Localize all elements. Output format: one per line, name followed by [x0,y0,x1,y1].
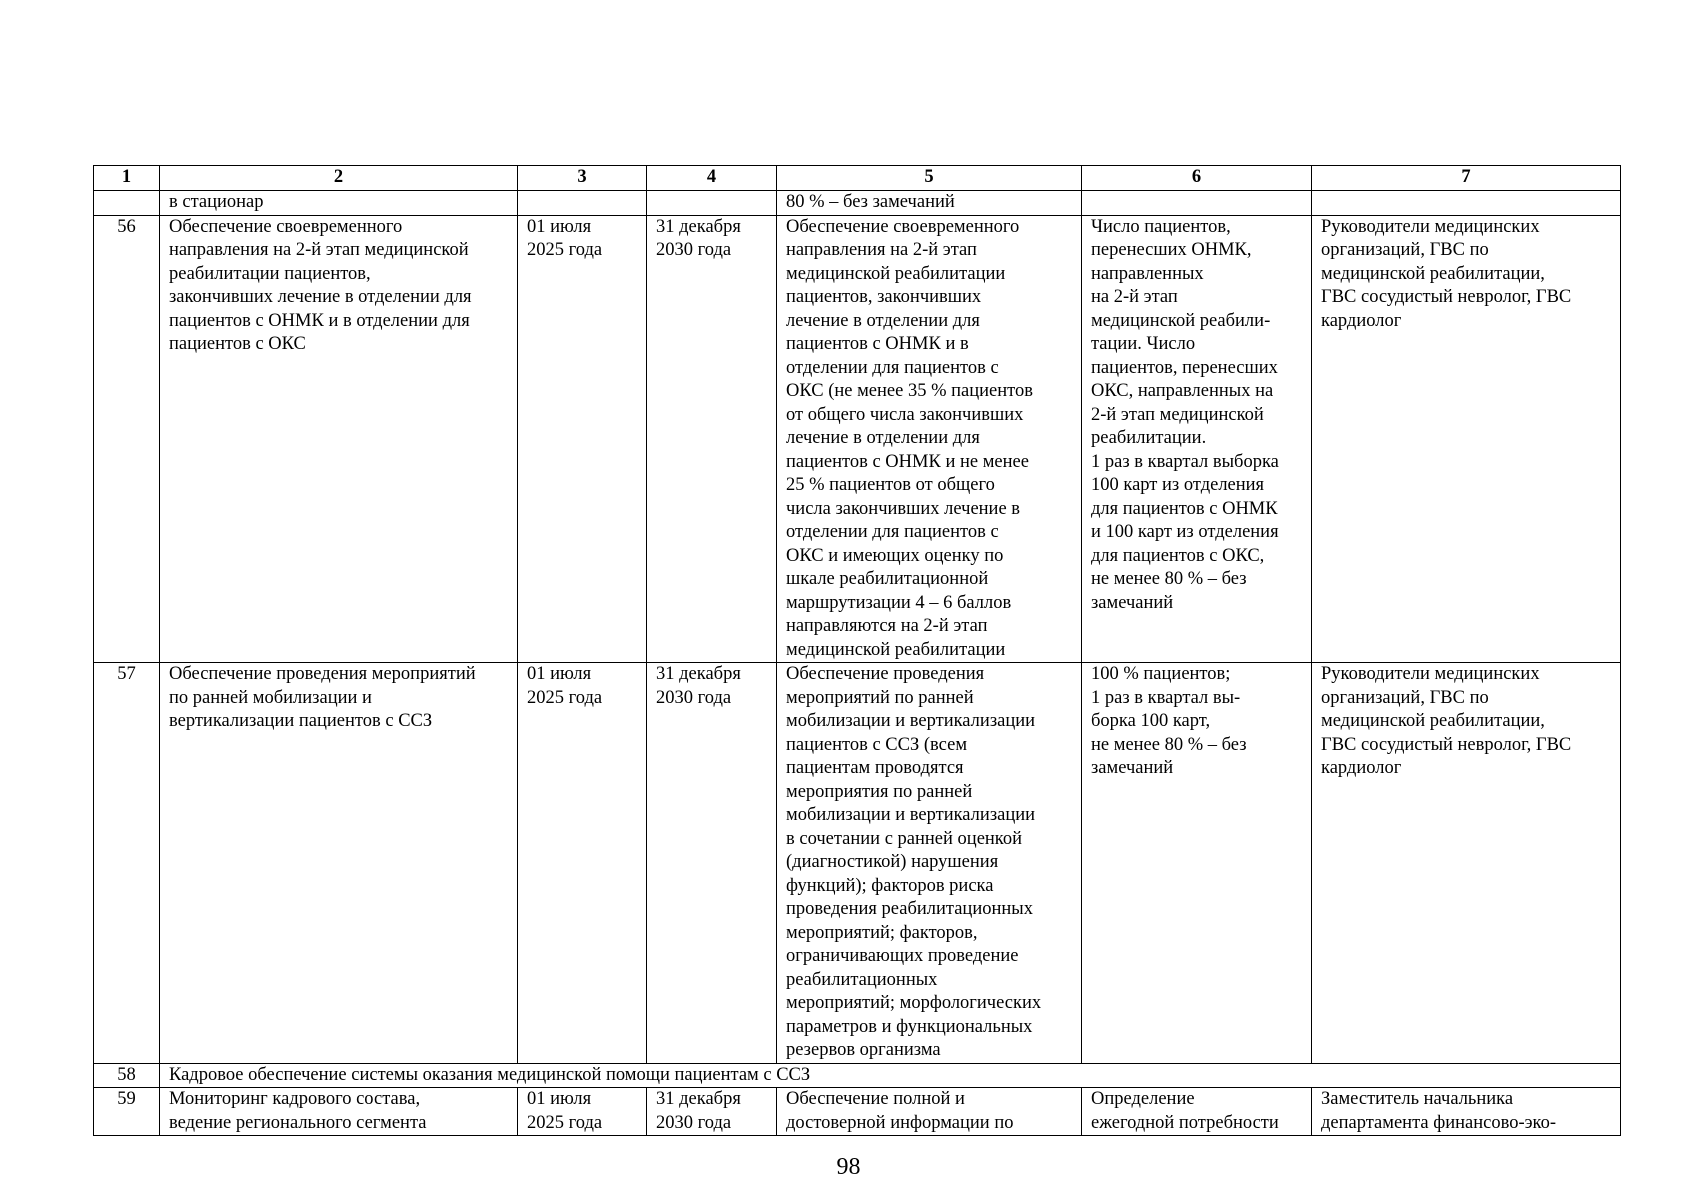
responsible-cell: Руководители медицинских организаций, ГВС по медицинской реабилитации, ГВС сосудистый невролог, ГВС кардиолог [1312,663,1621,1064]
column-number: 6 [1082,166,1312,191]
column-number: 3 [518,166,647,191]
column-number: 2 [160,166,518,191]
continuation-row [94,191,1621,216]
start-date-cell: 01 июля 2025 года [518,663,647,1064]
table-row-56 [94,215,1621,663]
start-date-cell: 01 июля 2025 года [518,215,647,663]
indicator-cell: 100 % пациентов; 1 раз в квартал вы- борка 100 карт, не менее 80 % – без замечаний [1082,663,1312,1064]
responsible-cell: Заместитель начальника департамента финансово-эко- [1312,1088,1621,1136]
start-date-cell: 01 июля 2025 года [518,1088,647,1136]
result-cell: Обеспечение своевременного направления на 2-й этап медицинской реабилитации пациентов, закончивших лечение в отделении для пациентов с ОНМК и в отделении для пациентов с ОКС (не менее 35 % пациентов от общего числа закончивших лечение в отделении для пациентов с ОНМК и не менее 25 % пациентов от общего числа закончивших лечение в отделении для пациентов с ОКС и имеющих оценку по шкале реабилитационной маршрутизации 4 – 6 баллов направляются на 2-й этап медицинской реабилитации [777,215,1082,663]
indicator-cell: Число пациентов, перенесших ОНМК, направленных на 2-й этап медицинской реабили- тации. Число пациентов, перенесших ОКС, направленных на 2-й этап медицинской реабилитации. 1 раз в квартал выборка 100 карт из отделения для пациентов с ОНМК и 100 карт из отделения для пациентов с ОКС, не менее 80 % – без замечаний [1082,215,1312,663]
result-cell: 80 % – без замечаний [777,191,1082,216]
row-number-cell [94,191,160,216]
row-number-cell: 58 [94,1063,160,1088]
indicator-cell [1082,191,1312,216]
table-row-58-section [94,1063,1621,1088]
end-date-cell: 31 декабря 2030 года [647,663,777,1064]
end-date-cell [647,191,777,216]
end-date-cell: 31 декабря 2030 года [647,215,777,663]
table-row-59 [94,1088,1621,1136]
result-cell: Обеспечение полной и достоверной информации по [777,1088,1082,1136]
row-number-cell: 56 [94,215,160,663]
indicator-cell: Определение ежегодной потребности [1082,1088,1312,1136]
row-number-cell: 57 [94,663,160,1064]
column-number: 4 [647,166,777,191]
column-number: 5 [777,166,1082,191]
section-heading-cell: Кадровое обеспечение системы оказания медицинской помощи пациентам с ССЗ [160,1063,1621,1088]
measure-cell: в стационар [160,191,518,216]
column-number-row [94,166,1621,191]
plan-table [93,165,1621,1136]
measure-cell: Обеспечение своевременного направления на 2-й этап медицинской реабилитации пациентов, закончивших лечение в отделении для пациентов с ОНМК и в отделении для пациентов с ОКС [160,215,518,663]
result-cell: Обеспечение проведения мероприятий по ранней мобилизации и вертикализации пациентов с ССЗ (всем пациентам проводятся мероприятия по ранней мобилизации и вертикализации в сочетании с ранней оценкой (диагностикой) нарушения функций); факторов риска проведения реабилитационных мероприятий; факторов, ограничивающих проведение реабилитационных мероприятий; морфологических параметров и функциональных резервов организма [777,663,1082,1064]
column-number: 1 [94,166,160,191]
page-number: 98 [836,1154,861,1180]
end-date-cell: 31 декабря 2030 года [647,1088,777,1136]
start-date-cell [518,191,647,216]
responsible-cell [1312,191,1621,216]
measure-cell: Обеспечение проведения мероприятий по ранней мобилизации и вертикализации пациентов с ССЗ [160,663,518,1064]
column-number: 7 [1312,166,1621,191]
measure-cell: Мониторинг кадрового состава, ведение регионального сегмента [160,1088,518,1136]
responsible-cell: Руководители медицинских организаций, ГВС по медицинской реабилитации, ГВС сосудистый невролог, ГВС кардиолог [1312,215,1621,663]
row-number-cell: 59 [94,1088,160,1136]
table-row-57 [94,663,1621,1064]
